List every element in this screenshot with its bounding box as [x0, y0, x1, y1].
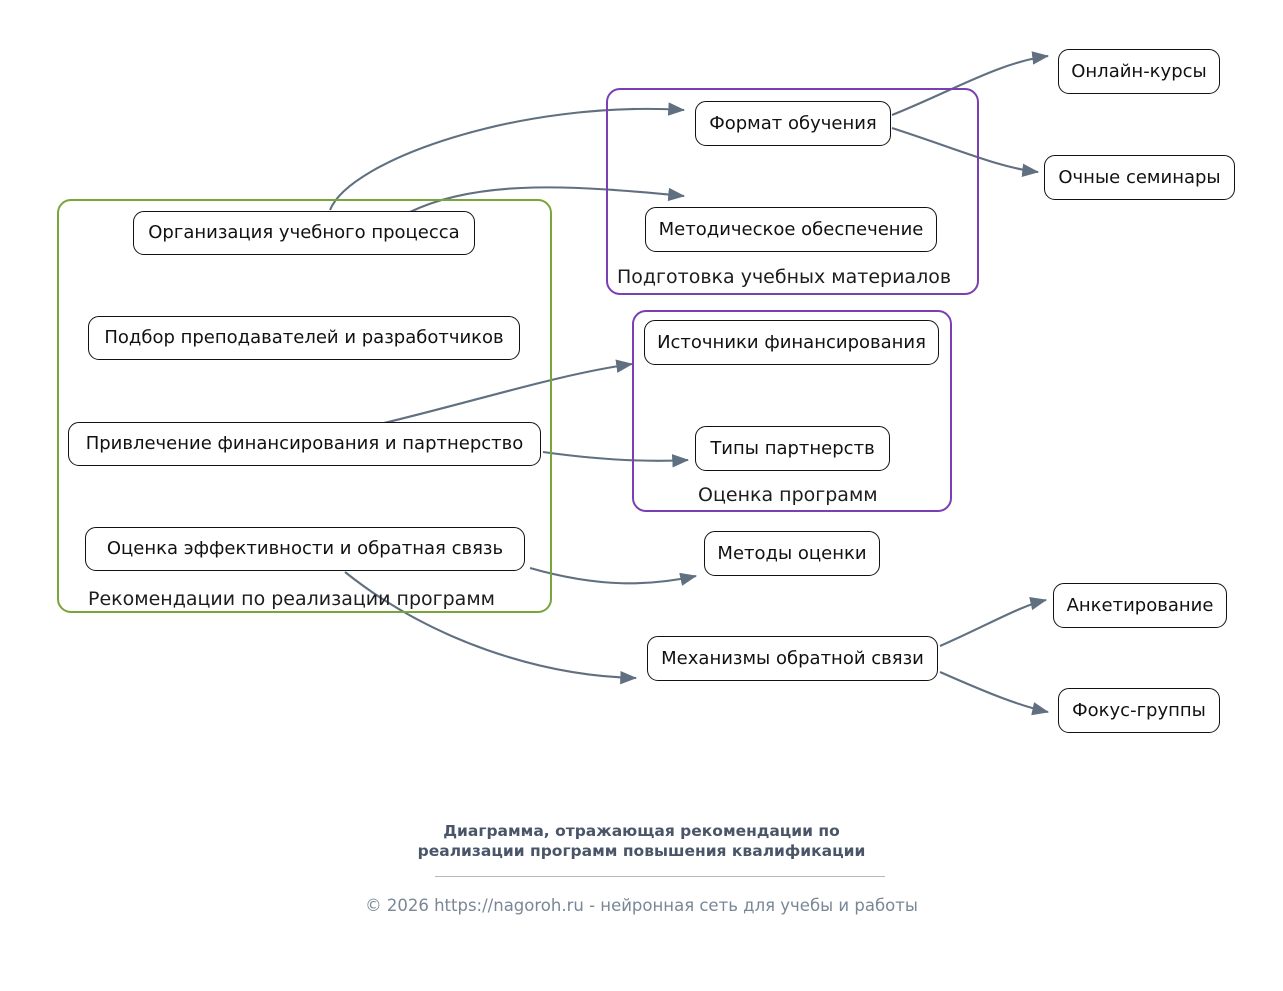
node-sources[interactable]: Источники финансирования [644, 320, 939, 365]
node-teachers[interactable]: Подбор преподавателей и разработчиков [88, 316, 520, 360]
node-partners[interactable]: Типы партнерств [695, 426, 890, 471]
node-survey[interactable]: Анкетирование [1053, 583, 1227, 628]
node-feedback[interactable]: Механизмы обратной связи [647, 636, 938, 681]
node-seminars[interactable]: Очные семинары [1044, 155, 1235, 200]
node-funding[interactable]: Привлечение финансирования и партнерство [68, 422, 541, 466]
edge-feedback-focus [940, 672, 1048, 712]
edge-feedback-survey [940, 600, 1046, 646]
caption-divider [435, 876, 885, 877]
caption-line-1: Диаграмма, отражающая рекомендации по [443, 822, 840, 840]
node-method[interactable]: Методическое обеспечение [645, 207, 937, 252]
node-effect[interactable]: Оценка эффективности и обратная связь [85, 527, 525, 571]
node-format[interactable]: Формат обучения [695, 101, 891, 146]
cluster-evaluation-label: Оценка программ [698, 484, 878, 506]
node-methods-eval[interactable]: Методы оценки [704, 531, 880, 576]
edge-effect-methods [530, 568, 696, 583]
footer-credit: © 2026 https://nagoroh.ru - нейронная сеть для учебы и работы [365, 896, 918, 915]
node-focus[interactable]: Фокус-группы [1058, 688, 1220, 733]
caption-line-2: реализации программ повышения квалификации [417, 842, 866, 860]
cluster-recommendations-label: Рекомендации по реализации программ [88, 588, 495, 610]
cluster-materials-label: Подготовка учебных материалов [617, 266, 952, 288]
node-online[interactable]: Онлайн-курсы [1058, 49, 1220, 94]
node-org[interactable]: Организация учебного процесса [133, 211, 475, 255]
